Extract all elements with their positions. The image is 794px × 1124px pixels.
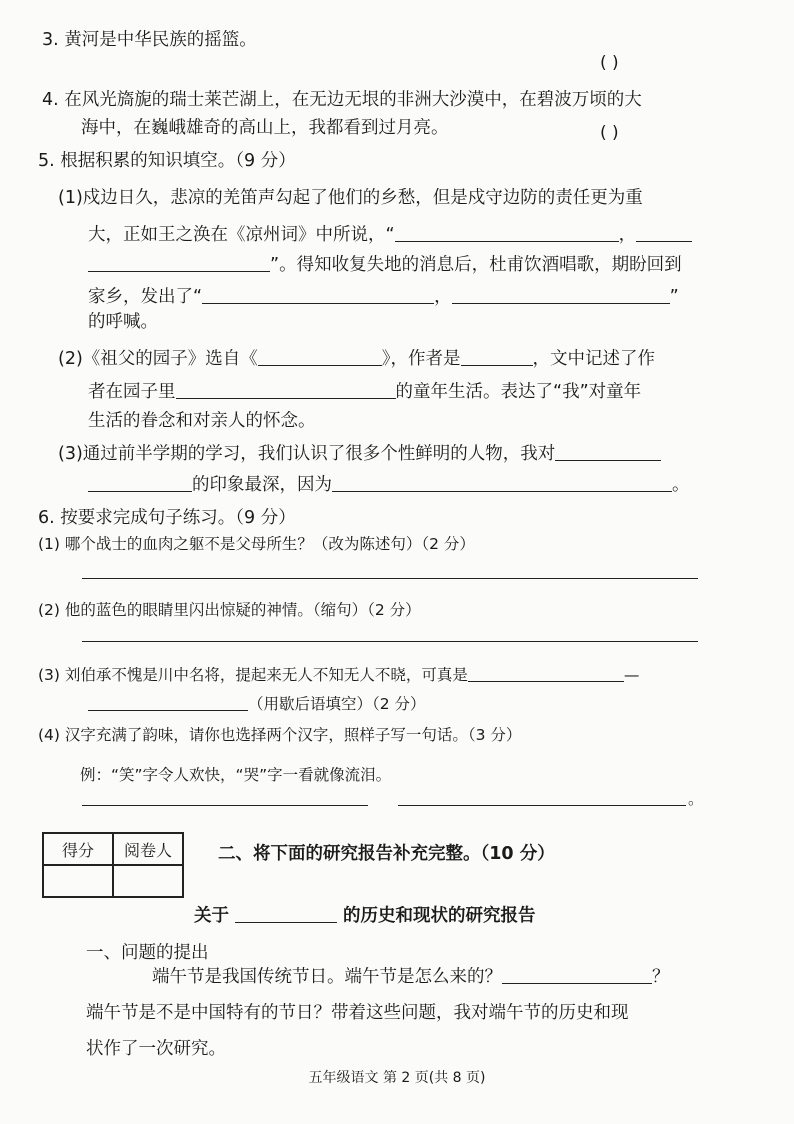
blank-reason[interactable] <box>332 473 672 492</box>
q5-part2-line2 <box>88 380 641 403</box>
blank-childhood[interactable] <box>176 380 396 399</box>
q5-part3-text-a: (3)通过前半学期的学习，我们认识了很多个性鲜明的人物，我对 <box>58 444 556 464</box>
q6-example: 例：“笑”字令人欢快，“哭”字一看就像流泪。 <box>80 766 392 784</box>
grader-header: 阅卷人 <box>113 833 183 865</box>
score-cell[interactable] <box>43 865 113 897</box>
answer-paren-q3[interactable]: ( ) <box>600 53 619 73</box>
report-para-text-b: ？ <box>652 967 670 987</box>
q5-part1-line3 <box>88 253 682 276</box>
q5-part2-text-d: 者在园子里 <box>88 382 176 402</box>
answer-line-1[interactable] <box>82 578 698 579</box>
q5-part1-line5: 的呼喊。 <box>88 312 158 332</box>
report-para-text-a: 端午节是我国传统节日。端午节是怎么来的？ <box>152 967 502 987</box>
report-para-line1 <box>152 965 670 988</box>
q5-part3-line2 <box>88 473 690 496</box>
close-quote: ” <box>669 287 679 307</box>
period: 。 <box>672 475 690 495</box>
q5-part2-text-c: ，文中记述了作 <box>532 349 656 369</box>
q5-part1-line4 <box>88 285 679 308</box>
answer-line-4b[interactable] <box>398 805 686 806</box>
blank-author[interactable] <box>461 347 533 366</box>
report-subheading-1: 一、问题的提出 <box>86 943 209 963</box>
section-2-title: 二、将下面的研究报告补充完整。（10 分） <box>218 844 555 864</box>
question-4-line2: 海中，在巍峨雄奇的高山上，我都看到过月亮。 <box>81 118 449 138</box>
q5-part2-line3: 生活的眷念和对亲人的怀念。 <box>88 411 316 431</box>
blank-character-b[interactable] <box>88 473 192 492</box>
report-para-line2: 端午节是不是中国特有的节日？带着这些问题，我对端午节的历史和现 <box>86 1003 629 1023</box>
answer-line-2[interactable] <box>82 641 698 642</box>
answer-line-4a[interactable] <box>82 805 368 806</box>
question-5-title: 5. 根据积累的知识填空。（9 分） <box>38 151 296 171</box>
q6-sentence-3 <box>38 663 639 686</box>
report-title <box>194 904 536 927</box>
blank-report-question[interactable] <box>502 965 652 984</box>
blank-du-fu-1[interactable] <box>202 285 434 304</box>
score-table <box>42 832 184 898</box>
grader-cell[interactable] <box>113 865 183 897</box>
report-title-b: 的历史和现状的研究报告 <box>343 906 536 926</box>
comma-2: ， <box>434 287 452 307</box>
q5-part3-line1 <box>58 442 661 465</box>
blank-poem-2b[interactable] <box>88 253 270 272</box>
q6-sentence-4: (4) 汉字充满了韵味，请你也选择两个汉字，照样子写一句话。（3 分） <box>38 726 522 744</box>
blank-poem-1[interactable] <box>395 223 619 242</box>
comma-1: ， <box>618 225 637 245</box>
blank-character-a[interactable] <box>555 442 661 461</box>
blank-poem-2a[interactable] <box>636 223 692 242</box>
q6-sentence-1: (1) 哪个战士的血肉之躯不是父母所生？（改为陈述句）（2 分） <box>38 535 475 553</box>
question-6-title: 6. 按要求完成句子练习。（9 分） <box>38 508 296 528</box>
blank-xiehouyu-a[interactable] <box>468 663 624 682</box>
answer-paren-q4[interactable]: ( ) <box>600 123 619 143</box>
question-3: 3. 黄河是中华民族的摇篮。 <box>42 30 257 50</box>
q5-part1-line2 <box>88 223 692 246</box>
q6-sentence-3-line2 <box>88 692 426 715</box>
blank-source-book[interactable] <box>258 347 382 366</box>
page-footer: 五年级语文 第 2 页(共 8 页) <box>308 1070 486 1086</box>
q5-part1-line3-text: ”。得知收复失地的消息后，杜甫饮酒唱歌，期盼回到 <box>270 255 682 275</box>
example-period: 。 <box>688 790 704 808</box>
q6-sentence-3-text: (3) 刘伯承不愧是川中名将，提起来无人不知无人不晓，可真是 <box>38 666 468 684</box>
q6-sentence-3-hint: （用歇后语填空）（2 分） <box>248 695 426 713</box>
blank-du-fu-2[interactable] <box>452 285 670 304</box>
q5-part2-text-a: (2)《祖父的园子》选自《 <box>58 349 258 369</box>
q5-part1-line2-text: 大，正如王之涣在《凉州词》中所说，“ <box>88 225 395 245</box>
q5-part2-text-e: 的童年生活。表达了“我”对童年 <box>395 382 642 402</box>
score-header: 得分 <box>43 833 113 865</box>
report-para-line3: 状作了一次研究。 <box>86 1039 226 1059</box>
blank-xiehouyu-b[interactable] <box>88 692 248 711</box>
q5-part2-text-b: 》，作者是 <box>381 349 461 369</box>
q6-sentence-2: (2) 他的蓝色的眼睛里闪出惊疑的神情。（缩句）（2 分） <box>38 601 421 619</box>
dash: — <box>623 666 640 684</box>
q5-part1-line1: (1)戍边日久，悲凉的羌笛声勾起了他们的乡愁，但是戍守边防的责任更为重 <box>58 188 643 208</box>
q5-part3-text-b: 的印象最深，因为 <box>192 475 332 495</box>
blank-report-topic[interactable] <box>235 904 337 923</box>
q5-part1-line4-text: 家乡，发出了“ <box>88 287 203 307</box>
q5-part2-line1 <box>58 347 655 370</box>
question-4-line1: 4. 在风光旖旎的瑞士莱芒湖上，在无边无垠的非洲大沙漠中，在碧波万顷的大 <box>42 90 642 110</box>
report-title-a: 关于 <box>194 906 229 926</box>
